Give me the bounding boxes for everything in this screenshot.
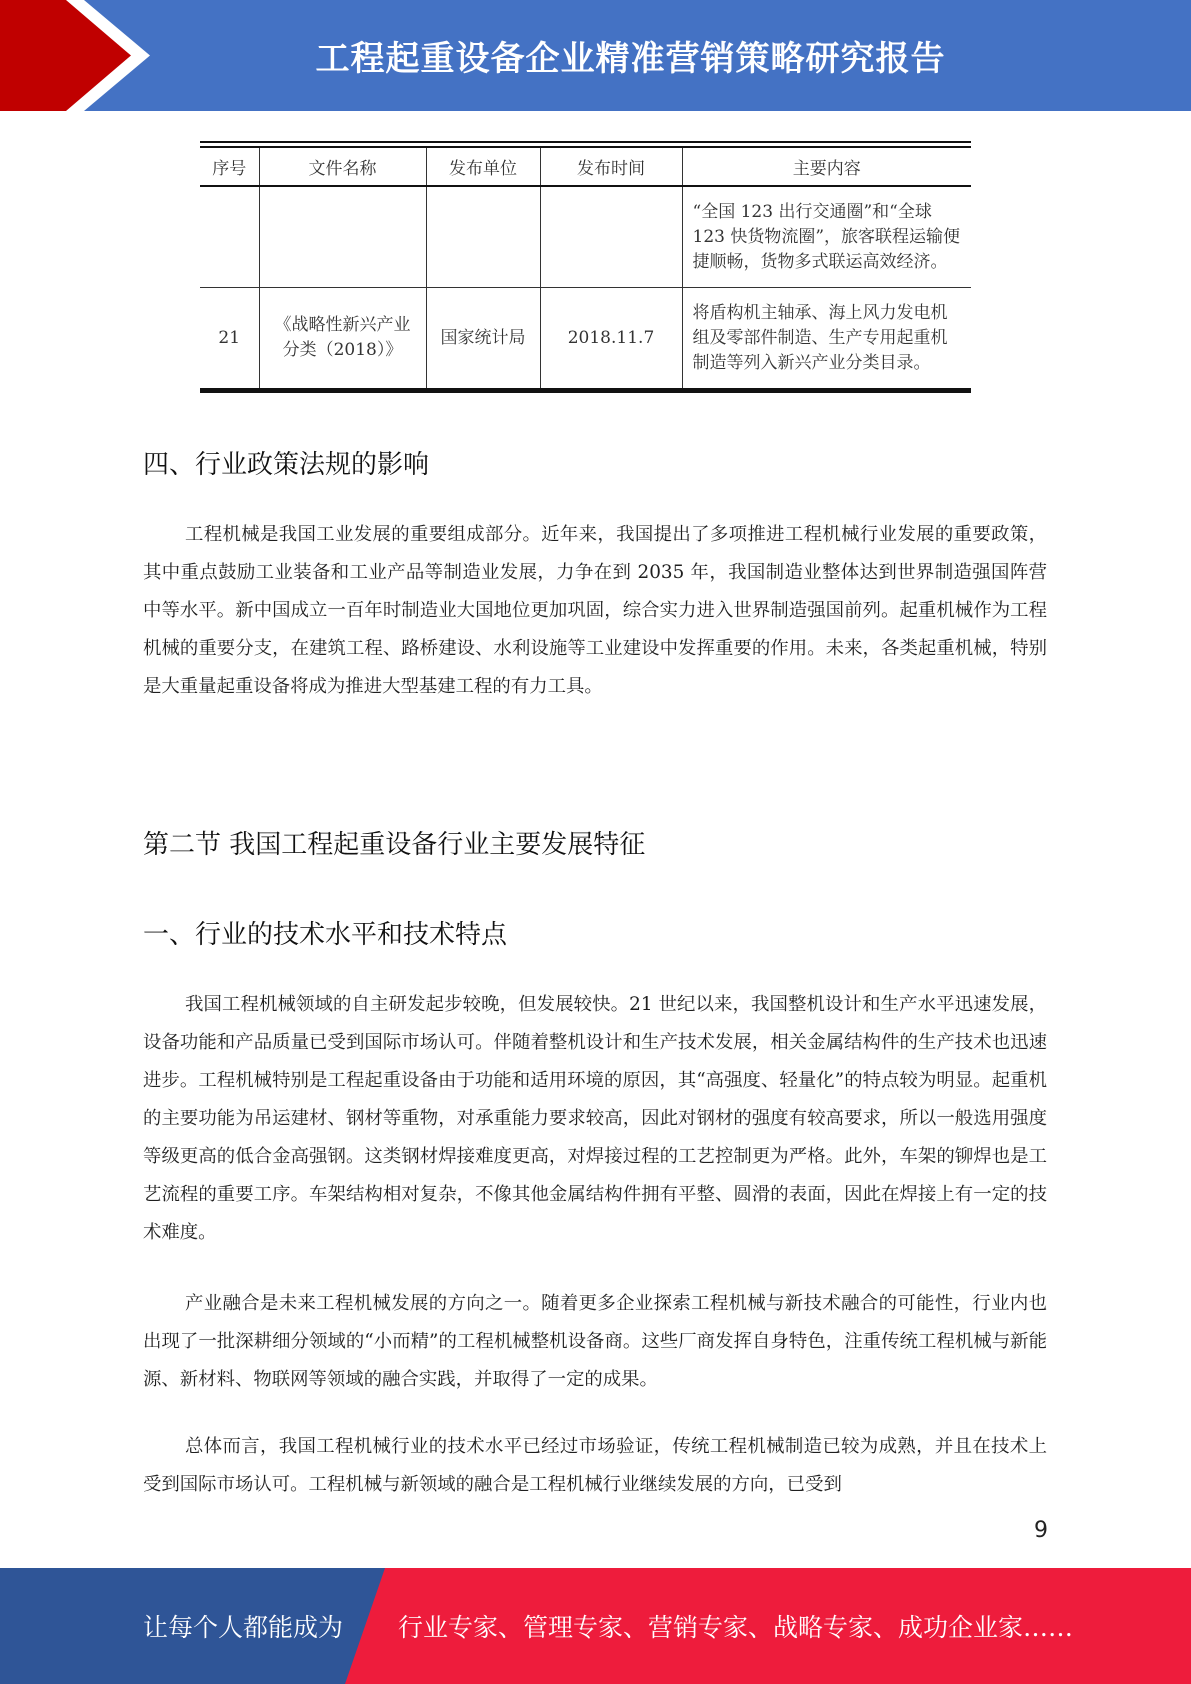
- table-header-row: [200, 145, 971, 187]
- section-heading-policy-impact: 四、行业政策法规的影响: [143, 450, 430, 480]
- column-header-date: 发布时间: [540, 145, 682, 187]
- paragraph-industry-fusion: 产业融合是未来工程机械发展的方向之一。随着更多企业探索工程机械与新技术融合的可能性，行业内也出现了一批深耕细分领域的“小而精”的工程机械整机设备商。这些厂商发挥自身特色，注重传统工程机械与新能源、新材料、物联网等领域的融合实践，并取得了一定的成果。: [143, 1293, 1047, 1390]
- policy-table: [200, 141, 971, 393]
- column-header-issuer: 发布单位: [426, 145, 540, 187]
- chevron-arrow-icon: [0, 0, 160, 111]
- footer-slogan-left: 让每个人都能成为: [143, 1613, 344, 1642]
- cell-issuer: [426, 186, 540, 288]
- table-row: [200, 186, 971, 288]
- cell-issuer: 国家统计局: [426, 288, 540, 391]
- subsection-heading-tech-level: 一、行业的技术水平和技术特点: [143, 920, 508, 950]
- chapter-heading: 第二节 我国工程起重设备行业主要发展特征: [143, 830, 646, 860]
- table-row: [200, 288, 971, 391]
- cell-date: 2018.11.7: [540, 288, 682, 391]
- cell-content: 将盾构机主轴承、海上风力发电机组及零部件制造、生产专用起重机制造等列入新兴产业分类目录。: [682, 288, 971, 391]
- report-title: 工程起重设备企业精准营销策略研究报告: [315, 39, 946, 79]
- page-footer: [0, 1568, 1191, 1684]
- cell-content: “全国 123 出行交通圈”和“全球 123 快货物流圈”，旅客联程运输便捷顺畅，货物多式联运高效经济。: [682, 186, 971, 288]
- cell-seq: 21: [200, 288, 259, 391]
- cell-name: [259, 186, 426, 288]
- column-header-seq: 序号: [200, 145, 259, 187]
- column-header-name: 文件名称: [259, 145, 426, 187]
- page-number: 9: [1034, 1518, 1048, 1543]
- footer-slogan-right: 行业专家、管理专家、营销专家、战略专家、成功企业家……: [398, 1613, 1074, 1642]
- paragraph-tech-level: 我国工程机械领域的自主研发起步较晚，但发展较快。21 世纪以来，我国整机设计和生产水平迅速发展，设备功能和产品质量已受到国际市场认可。伴随着整机设计和生产技术发展，相关金属结构件的生产技术也迅速进步。工程机械特别是工程起重设备由于功能和适用环境的原因，其“高强度、轻量化”的特点较为明显。起重机的主要功能为吊运建材、钢材等重物，对承重能力要求较高，因此对钢材的强度有较高要求，所以一般选用强度等级更高的低合金高强钢。这类钢材焊接难度更高，对焊接过程的工艺控制更为严格。此外，车架的铆焊也是工艺流程的重要工序。车架结构相对复杂，不像其他金属结构件拥有平整、圆滑的表面，因此在焊接上有一定的技术难度。: [143, 994, 1047, 1243]
- column-header-content: 主要内容: [682, 145, 971, 187]
- paragraph-policy-impact: 工程机械是我国工业发展的重要组成部分。近年来，我国提出了多项推进工程机械行业发展的重要政策，其中重点鼓励工业装备和工业产品等制造业发展，力争在到 2035 年，我国制造业整体达到世界制造强国阵营中等水平。新中国成立一百年时制造业大国地位更加巩固，综合实力进入世界制造强国前列。起重机械作为工程机械的重要分支，在建筑工程、路桥建设、水利设施等工业建设中发挥重要的作用。未来，各类起重机械，特别是大重量起重设备将成为推进大型基建工程的有力工具。: [143, 524, 1047, 697]
- paragraph-summary: 总体而言，我国工程机械行业的技术水平已经过市场验证，传统工程机械制造已较为成熟，并且在技术上受到国际市场认可。工程机械与新领域的融合是工程机械行业继续发展的方向，已受到: [143, 1436, 1047, 1495]
- cell-date: [540, 186, 682, 288]
- page-header: [0, 0, 1191, 111]
- cell-seq: [200, 186, 259, 288]
- policy-table-container: [200, 141, 971, 393]
- cell-name: 《战略性新兴产业分类（2018）》: [259, 288, 426, 391]
